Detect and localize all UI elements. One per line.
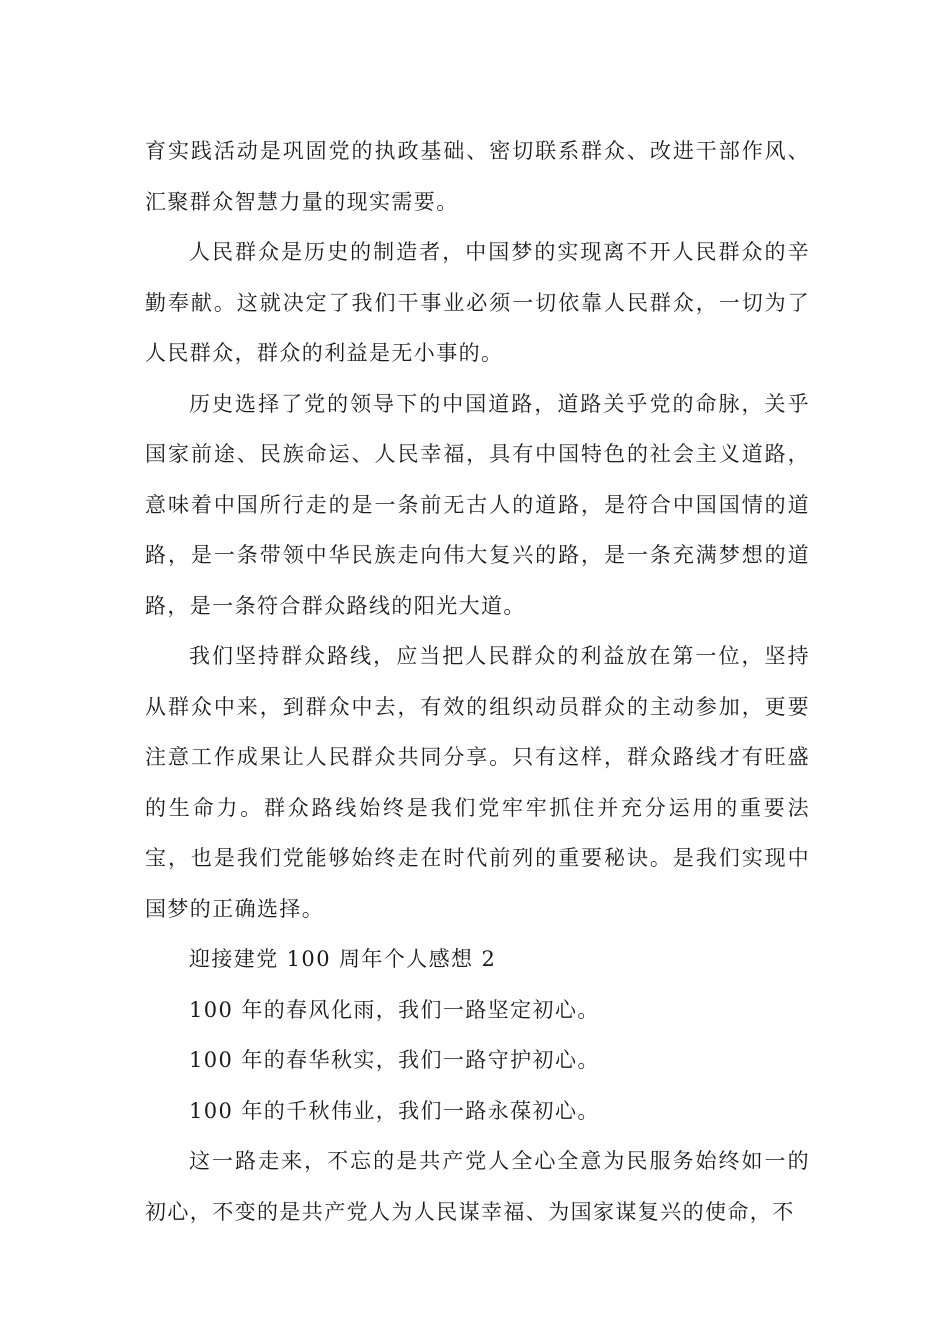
paragraph-continuation: 育实践活动是巩固党的执政基础、密切联系群众、改进干部作风、汇聚群众智慧力量的现实需要。 (145, 139, 810, 214)
section-title: 迎接建党 100 周年个人感想 2 (189, 947, 497, 971)
paragraph-people-masses: 人民群众是历史的制造者，中国梦的实现离不开人民群众的辛勤奉献。这就决定了我们干事业必须一切依靠人民群众，一切为了人民群众，群众的利益是无小事的。 (145, 240, 810, 365)
paragraph-china-road: 历史选择了党的领导下的中国道路，道路关乎党的命脉，关乎国家前途、民族命运、人民幸福，具有中国特色的社会主义道路，意味着中国所行走的是一条前无古人的道路，是符合中国国情的道路，是一条带领中华民族走向伟大复兴的路，是一条充满梦想的道路，是一条符合群众路线的阳光大道。 (145, 391, 810, 618)
short-line-3: 100 年的千秋伟业，我们一路永葆初心。 (189, 1098, 600, 1123)
short-line-1: 100 年的春风化雨，我们一路坚定初心。 (189, 997, 600, 1022)
paragraph-closing: 这一路走来，不忘的是共产党人全心全意为民服务始终如一的初心，不变的是共产党人为人民谋幸福、为国家谋复兴的使命，不 (145, 1149, 810, 1224)
paragraph-mass-line: 我们坚持群众路线，应当把人民群众的利益放在第一位，坚持从群众中来，到群众中去，有效的组织动员群众的主动参加，更要注意工作成果让人民群众共同分享。只有这样，群众路线才有旺盛的生命力。群众路线始终是我们党牢牢抓住并充分运用的重要法宝，也是我们党能够始终走在时代前列的重要秘诀。是我们实现中国梦的正确选择。 (145, 644, 810, 921)
document-body (145, 126, 810, 1237)
short-line-2: 100 年的春华秋实，我们一路守护初心。 (189, 1048, 600, 1072)
